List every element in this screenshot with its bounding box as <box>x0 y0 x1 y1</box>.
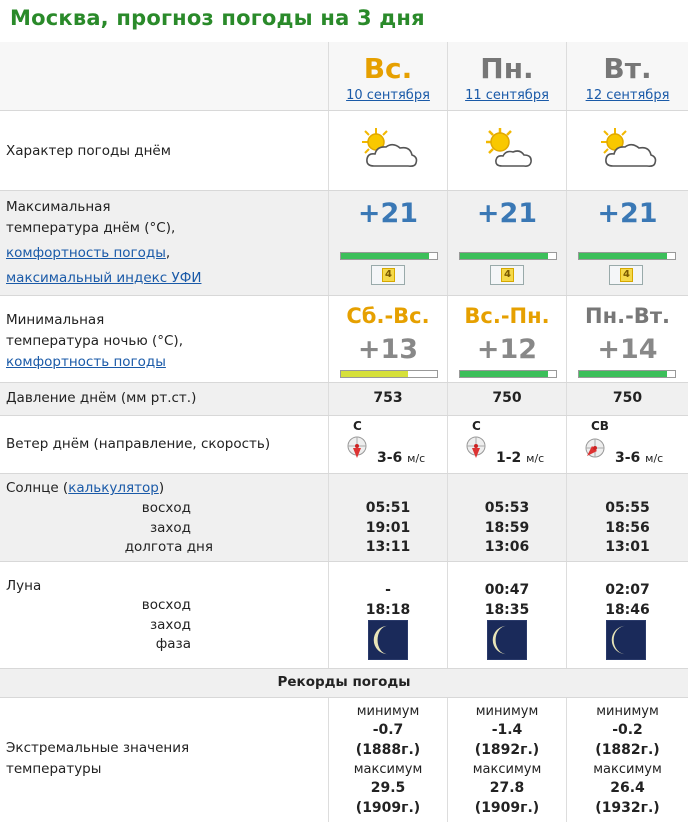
partly-cloudy-icon <box>597 126 659 172</box>
max-temp-label-2: температура днём (°С), <box>6 220 176 236</box>
pressure-row <box>0 383 688 415</box>
pressure-label: Давление днём (мм рт.ст.) <box>6 390 197 406</box>
sunset-time: 18:56 <box>605 519 650 536</box>
uv-index-box <box>609 265 643 285</box>
min-temp-value: +13 <box>357 334 419 365</box>
record-max-label: максимум <box>472 762 542 777</box>
moonrise-time: 02:07 <box>605 582 650 598</box>
day-header-0 <box>329 42 448 110</box>
comfort-bar-fill <box>341 371 408 377</box>
record-min-label: минимум <box>356 704 420 719</box>
extreme-label-2: температуры <box>6 761 102 777</box>
record-max-value: 29.5 <box>370 780 406 796</box>
record-min-year: (1892г.) <box>474 741 540 758</box>
comfort-bar-night <box>578 370 676 378</box>
max-temp-label-1: Максимальная <box>6 199 111 215</box>
records-row <box>0 698 688 822</box>
max-temp-value: +21 <box>357 198 419 229</box>
min-temp-label-2: температура ночью (°С), <box>6 333 183 349</box>
wind-direction: С <box>353 419 362 433</box>
record-min-value: -0.2 <box>612 722 643 738</box>
pressure-value: 750 <box>492 390 522 406</box>
wind-direction-icon <box>464 436 488 460</box>
records-header-row <box>0 669 688 697</box>
day-name: Вс. <box>363 52 413 85</box>
uv-index-box <box>490 265 524 285</box>
record-max-value: 27.8 <box>489 780 525 796</box>
record-min-year: (1888г.) <box>355 741 421 758</box>
moonrise-label: восход <box>141 597 191 613</box>
night-period <box>448 304 566 328</box>
day-date-link[interactable]: 12 сентября <box>585 88 670 103</box>
max-temp-row: Максимальная температура днём (°С), комфортность погоды, максимальный индекс УФИ +21 4 +21 4 +21 4 <box>0 191 688 295</box>
sunset-time: 19:01 <box>365 519 411 536</box>
comfort-bar-fill <box>579 371 667 377</box>
sunset-label: заход <box>149 519 191 536</box>
wind-row <box>0 416 688 473</box>
uv-index-value: 4 <box>501 268 514 282</box>
wind-unit: м/с <box>645 452 664 465</box>
record-min-value: -1.4 <box>491 722 523 738</box>
moonset-label: заход <box>149 616 191 633</box>
daylength-value: 13:06 <box>484 539 530 555</box>
sunrise-time: 05:55 <box>605 500 650 516</box>
uv-index-value: 4 <box>382 268 395 282</box>
partly-cloudy-icon <box>478 126 540 172</box>
weather-row <box>0 111 688 190</box>
day-header-1 <box>448 42 567 110</box>
uv-index-link[interactable]: максимальный индекс УФИ <box>6 270 202 286</box>
weather-label: Характер погоды днём <box>6 143 171 159</box>
wind-unit: м/с <box>407 452 426 465</box>
day-date-link[interactable]: 11 сентября <box>465 88 549 103</box>
day-name: Вт. <box>603 52 652 85</box>
wind-direction-icon <box>345 436 369 460</box>
moonset-time: 18:46 <box>605 601 650 618</box>
daylength-value: 13:01 <box>605 539 650 555</box>
moonset-time: 18:35 <box>484 601 530 618</box>
moon-row <box>0 562 688 668</box>
day-header-2 <box>567 42 688 110</box>
min-temp-value: +14 <box>597 334 658 365</box>
min-temp-value: +12 <box>476 334 538 365</box>
sunset-time: 18:59 <box>484 519 530 536</box>
moonset-time: 18:18 <box>365 601 411 618</box>
record-max-label: максимум <box>353 762 423 777</box>
comfort-bar-fill <box>341 253 429 259</box>
comfort-bar-night <box>340 370 438 378</box>
moonphase-label: фаза <box>155 636 191 652</box>
moon-phase-icon <box>606 620 646 660</box>
comfort-bar-fill <box>460 253 548 259</box>
record-max-value: 26.4 <box>610 780 645 796</box>
comfort-link-night[interactable]: комфортность погоды <box>6 354 166 370</box>
wind-unit: м/с <box>526 452 545 465</box>
sun-calculator-link[interactable]: калькулятор <box>68 480 159 496</box>
wind-speed: 3-6 <box>615 450 641 466</box>
night-period-day: Вс.-Пн. <box>464 304 550 328</box>
record-min-label: минимум <box>475 704 539 719</box>
daylength-value: 13:11 <box>365 539 411 555</box>
comfort-bar-night <box>459 370 557 378</box>
record-min-label: минимум <box>596 704 659 719</box>
min-temp-row <box>0 296 688 382</box>
record-max-label: максимум <box>593 762 662 777</box>
wind-direction: СВ <box>591 419 609 433</box>
sun-row: Солнце (калькулятор) восход заход долгота дня 05:51 19:01 13:11 05:53 18:59 13:06 05:55 18:56 13:01 <box>0 474 688 561</box>
record-max-year: (1909г.) <box>474 799 540 816</box>
comfort-bar <box>459 252 557 260</box>
sunrise-time: 05:53 <box>484 500 530 516</box>
comfort-bar-fill <box>460 371 548 377</box>
moon-phase-icon <box>487 620 527 660</box>
wind-label: Ветер днём (направление, скорость) <box>6 436 271 452</box>
wind-speed: 3-6 <box>377 450 403 466</box>
wind-direction-icon <box>583 436 607 460</box>
night-period: Пн.-Вт. <box>585 304 670 328</box>
daylength-label: долгота дня <box>124 539 213 555</box>
wind-speed: 1-2 <box>496 450 522 466</box>
records-heading: Рекорды погоды <box>277 674 411 690</box>
record-min-value: -0.7 <box>372 722 404 738</box>
pressure-value: 753 <box>373 390 403 406</box>
day-date-link[interactable]: 10 сентября <box>346 88 430 103</box>
sunrise-time: 05:51 <box>365 500 411 516</box>
uv-index-value: 4 <box>620 268 633 282</box>
sun-label: Солнце ( <box>6 480 69 496</box>
page-title: Москва, прогноз погоды на 3 дня <box>10 6 425 30</box>
record-max-year: (1909г.) <box>355 799 421 816</box>
wind-direction: С <box>472 419 481 433</box>
day-name: Пн. <box>480 52 534 85</box>
extreme-label-1: Экстремальные значения <box>6 740 190 756</box>
pressure-value: 750 <box>612 390 643 406</box>
moon-phase-icon <box>368 620 408 660</box>
max-temp-value: +21 <box>476 198 538 229</box>
min-temp-label-1: Минимальная <box>6 312 105 328</box>
comfort-link[interactable]: комфортность погоды <box>6 245 166 261</box>
comfort-bar <box>578 252 676 260</box>
moon-label: Луна <box>6 578 42 594</box>
sunrise-label: восход <box>141 500 191 516</box>
night-period: Сб.-Вс. <box>346 304 430 328</box>
comfort-bar <box>340 252 438 260</box>
partly-cloudy-icon <box>358 126 420 172</box>
comfort-bar-fill <box>579 253 667 259</box>
max-temp-value: +21 <box>597 198 658 229</box>
record-min-year: (1882г.) <box>595 741 660 758</box>
header-row <box>0 42 688 110</box>
uv-index-box <box>371 265 405 285</box>
moonrise-time: - <box>385 582 391 598</box>
moonrise-time: 00:47 <box>484 582 530 598</box>
record-max-year: (1932г.) <box>595 799 660 816</box>
